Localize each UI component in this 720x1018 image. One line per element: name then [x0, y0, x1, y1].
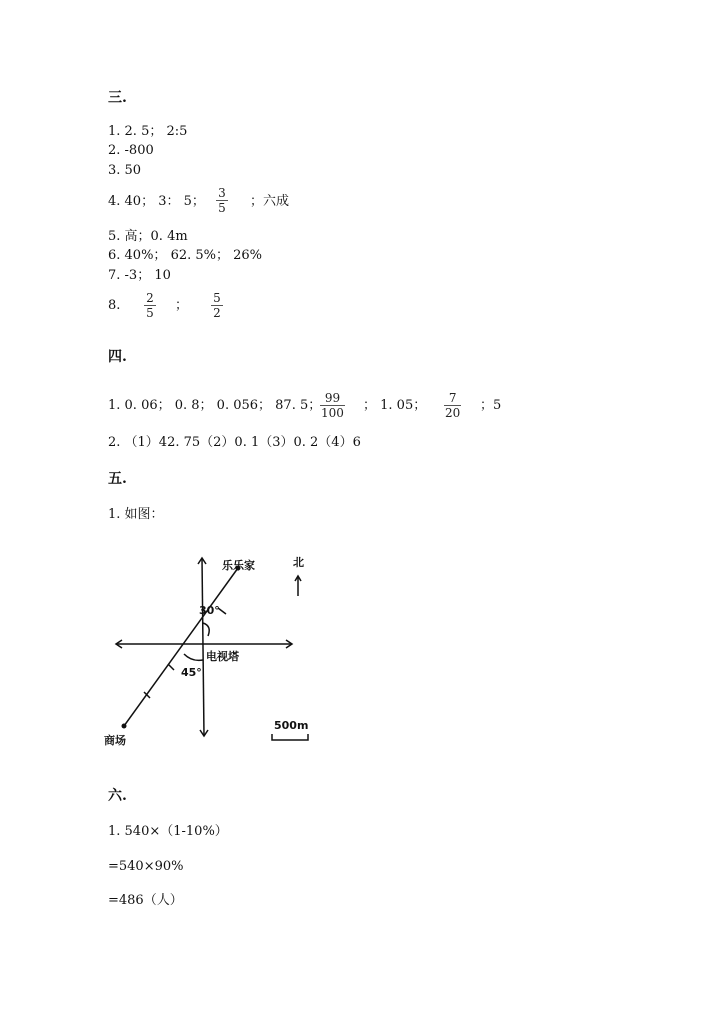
answer-6-1: 1. 540×（1-10%） — [108, 824, 228, 839]
label-tv-tower: 电视塔 — [206, 650, 239, 663]
answer-3-6: 6. 40%； 62. 5%； 26% — [108, 248, 263, 263]
section-5-heading: 五. — [108, 471, 127, 487]
angle-arc-30 — [203, 623, 209, 636]
fraction-3-5 — [216, 186, 228, 215]
fraction-numerator: 7 — [448, 391, 457, 405]
fraction-denominator: 5 — [146, 306, 154, 320]
answer-4-1-middle: ； 1. 05； — [363, 398, 427, 413]
answer-3-1: 1. 2. 5； 2:5 — [108, 124, 188, 139]
label-north: 北 — [293, 556, 304, 569]
fraction-numerator: 5 — [213, 291, 221, 305]
answer-4-1-text: 1. 0. 06； 0. 8； 0. 056； 87. 5； — [108, 398, 322, 413]
label-mall: 商场 — [104, 734, 126, 747]
fraction-denominator: 20 — [445, 406, 461, 420]
answer-3-7: 7. -3； 10 — [108, 268, 171, 283]
answer-3-5: 5. 高；0. 4m — [108, 229, 188, 244]
answer-3-8-label: 8. — [108, 298, 121, 313]
answer-3-2: 2. -800 — [108, 143, 154, 158]
fraction-numerator: 3 — [218, 186, 226, 200]
fraction-denominator: 2 — [213, 306, 221, 320]
mall-point — [122, 724, 127, 729]
label-angle-30: 30° — [199, 604, 220, 617]
angle-arc-45 — [184, 654, 203, 660]
fraction-7-20 — [444, 391, 461, 420]
section-3-heading: 三. — [108, 90, 127, 106]
direction-map-figure — [100, 548, 330, 748]
answer-4-2: 2. （1）42. 75（2）0. 1（3）0. 2（4）6 — [108, 435, 361, 450]
scale-tick — [168, 664, 174, 670]
label-lele-home: 乐乐家 — [222, 559, 255, 572]
answer-3-4-suffix: ；六成 — [250, 194, 290, 209]
answer-5-1: 1. 如图： — [108, 507, 164, 522]
answer-3-4-text: 4. 40； 3： 5； — [108, 194, 205, 209]
answer-3-3: 3. 50 — [108, 163, 142, 178]
fraction-numerator: 99 — [324, 391, 341, 405]
direction-line — [124, 568, 238, 726]
scale-bar — [272, 734, 308, 740]
fraction-2-5 — [144, 291, 156, 320]
fraction-denominator: 100 — [321, 406, 344, 420]
answer-6-3: =486（人） — [108, 893, 183, 908]
section-4-heading: 四. — [108, 349, 127, 365]
fraction-99-100 — [320, 391, 345, 420]
section-6-heading: 六. — [108, 788, 127, 804]
north-south-axis — [202, 558, 204, 736]
fraction-numerator: 2 — [146, 291, 154, 305]
answer-6-2: =540×90% — [108, 859, 184, 874]
label-angle-45: 45° — [181, 666, 202, 679]
label-scale: 500m — [274, 719, 309, 732]
answer-3-8-separator: ； — [175, 298, 189, 313]
fraction-5-2 — [211, 291, 223, 320]
answer-4-1-suffix: ；5 — [480, 398, 502, 413]
fraction-denominator: 5 — [218, 201, 226, 215]
